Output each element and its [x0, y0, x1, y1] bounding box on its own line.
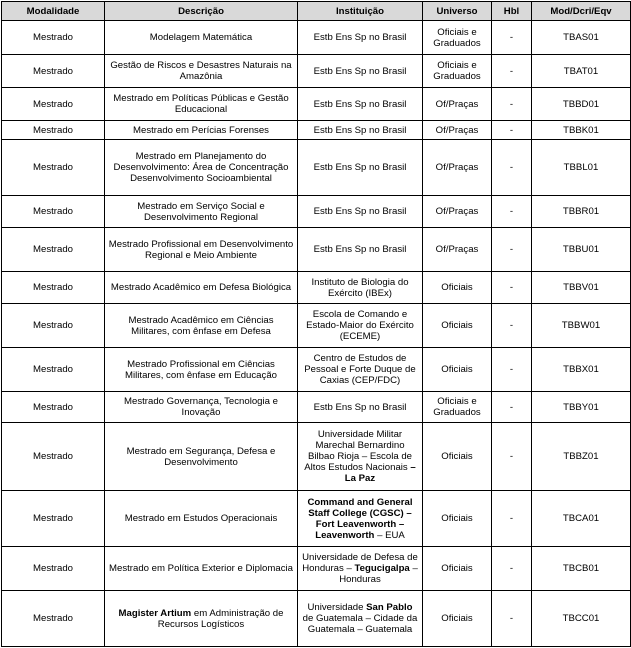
instituicao-text: Universidade de Defesa de Honduras – [302, 552, 418, 574]
table-row [2, 423, 631, 491]
cell-descricao: Mestrado Governança, Tecnologia e Inovação [105, 392, 298, 423]
cell-modalidade: Mestrado [2, 21, 105, 55]
cell-modalidade: Mestrado [2, 348, 105, 392]
cell-mod: TBBZ01 [532, 423, 631, 491]
cell-descricao: Mestrado em Políticas Públicas e Gestão Educacional [105, 88, 298, 121]
cell-descricao: Mestrado em Política Exterior e Diplomacia [105, 547, 298, 591]
cell-hbl: - [492, 21, 532, 55]
cell-universo: Oficiais [423, 591, 492, 647]
cell-descricao: Gestão de Riscos e Desastres Naturais na Amazônia [105, 55, 298, 88]
cell-instituicao [298, 491, 423, 547]
cell-mod: TBBX01 [532, 348, 631, 392]
table-row [2, 591, 631, 647]
table-row [2, 121, 631, 140]
cell-universo: Oficiais [423, 304, 492, 348]
cell-modalidade: Mestrado [2, 423, 105, 491]
cell-modalidade: Mestrado [2, 392, 105, 423]
cell-instituicao [298, 423, 423, 491]
descricao-text: em Administração de Recursos Logísticos [157, 607, 284, 630]
cell-universo: Oficiais [423, 547, 492, 591]
cell-mod: TBBR01 [532, 196, 631, 228]
instituicao-tail: de Guatemala – Cidade da Guatemala – Guatemala [302, 613, 418, 635]
header-mod: Mod/Dcri/Eqv [532, 2, 631, 21]
cell-mod: TBBK01 [532, 121, 631, 140]
cell-hbl: - [492, 196, 532, 228]
header-modalidade: Modalidade [2, 2, 105, 21]
cell-modalidade: Mestrado [2, 547, 105, 591]
cell-modalidade: Mestrado [2, 55, 105, 88]
cell-descricao: Mestrado Acadêmico em Defesa Biológica [105, 272, 298, 304]
table-row [2, 491, 631, 547]
cell-instituicao: Estb Ens Sp no Brasil [298, 21, 423, 55]
cell-descricao: Mestrado em Serviço Social e Desenvolvimento Regional [105, 196, 298, 228]
header-instituicao: Instituição [298, 2, 423, 21]
instituicao-bold: Command and General Staff College (CGSC) – Fort Leavenworth – Leavenworth [307, 496, 413, 541]
cell-instituicao [298, 591, 423, 647]
cell-instituicao: Estb Ens Sp no Brasil [298, 392, 423, 423]
cell-modalidade: Mestrado [2, 272, 105, 304]
cell-instituicao: Estb Ens Sp no Brasil [298, 140, 423, 196]
cell-descricao: Modelagem Matemática [105, 21, 298, 55]
cell-descricao: Mestrado Acadêmico em Ciências Militares, com ênfase em Defesa [105, 304, 298, 348]
instituicao-bold: San Pablo [366, 602, 413, 613]
header-universo: Universo [423, 2, 492, 21]
cell-hbl: - [492, 140, 532, 196]
cell-modalidade: Mestrado [2, 591, 105, 647]
cell-universo: Oficiais [423, 348, 492, 392]
instituicao-bold: – La Paz [344, 462, 416, 484]
cell-mod: TBBL01 [532, 140, 631, 196]
table-row [2, 55, 631, 88]
cell-instituicao: Estb Ens Sp no Brasil [298, 228, 423, 272]
cell-descricao: Mestrado em Estudos Operacionais [105, 491, 298, 547]
header-hbl: Hbl [492, 2, 532, 21]
cell-mod: TBBV01 [532, 272, 631, 304]
table-row [2, 140, 631, 196]
cell-hbl: - [492, 392, 532, 423]
cell-modalidade: Mestrado [2, 196, 105, 228]
cell-instituicao: Estb Ens Sp no Brasil [298, 121, 423, 140]
cell-hbl: - [492, 272, 532, 304]
cell-modalidade: Mestrado [2, 121, 105, 140]
instituicao-text: Universidade Militar Marechal Bernardino Bilbao Rioja – Escola de Altos Estudos Nacionais [304, 429, 412, 473]
cell-mod: TBAS01 [532, 21, 631, 55]
cell-universo: Oficiais [423, 272, 492, 304]
cell-universo: Of/Praças [423, 196, 492, 228]
cell-hbl: - [492, 304, 532, 348]
cell-universo: Oficiais [423, 423, 492, 491]
instituicao-bold: Tegucigalpa [354, 563, 410, 574]
cell-mod: TBBD01 [532, 88, 631, 121]
instituicao-tail: – Honduras [339, 563, 418, 585]
cell-modalidade: Mestrado [2, 491, 105, 547]
cell-instituicao: Centro de Estudos de Pessoal e Forte Duque de Caxias (CEP/FDC) [298, 348, 423, 392]
table-row [2, 304, 631, 348]
cell-hbl: - [492, 121, 532, 140]
cell-hbl: - [492, 55, 532, 88]
cell-instituicao: Escola de Comando e Estado-Maior do Exército (ECEME) [298, 304, 423, 348]
cell-universo: Of/Praças [423, 121, 492, 140]
cell-universo: Oficiais e Graduados [423, 55, 492, 88]
cell-descricao: Mestrado Profissional em Ciências Militares, com ênfase em Educação [105, 348, 298, 392]
cell-hbl: - [492, 423, 532, 491]
cell-hbl: - [492, 491, 532, 547]
cell-modalidade: Mestrado [2, 88, 105, 121]
cell-universo: Oficiais [423, 491, 492, 547]
cell-modalidade: Mestrado [2, 140, 105, 196]
table-row [2, 348, 631, 392]
instituicao-tail: – EUA [377, 529, 405, 541]
cell-mod: TBBU01 [532, 228, 631, 272]
descricao-bold: Magister Artium [118, 607, 192, 619]
cell-hbl: - [492, 591, 532, 647]
cell-mod: TBCA01 [532, 491, 631, 547]
cell-descricao: Mestrado em Segurança, Defesa e Desenvolvimento [105, 423, 298, 491]
cell-instituicao: Estb Ens Sp no Brasil [298, 55, 423, 88]
table-row [2, 228, 631, 272]
cell-universo: Of/Praças [423, 228, 492, 272]
header-descricao: Descrição [105, 2, 298, 21]
cell-hbl: - [492, 228, 532, 272]
cell-instituicao: Estb Ens Sp no Brasil [298, 88, 423, 121]
cell-instituicao: Instituto de Biologia do Exército (IBEx) [298, 272, 423, 304]
cell-descricao [105, 591, 298, 647]
cell-mod: TBBY01 [532, 392, 631, 423]
table-row [2, 392, 631, 423]
cell-hbl: - [492, 88, 532, 121]
cell-universo: Of/Praças [423, 140, 492, 196]
cell-universo: Oficiais e Graduados [423, 392, 492, 423]
table-row [2, 196, 631, 228]
table-row [2, 272, 631, 304]
table-row [2, 547, 631, 591]
cell-descricao: Mestrado Profissional em Desenvolvimento Regional e Meio Ambiente [105, 228, 298, 272]
cell-mod: TBCC01 [532, 591, 631, 647]
header-row [2, 2, 631, 21]
courses-table [1, 1, 631, 647]
cell-universo: Oficiais e Graduados [423, 21, 492, 55]
cell-universo: Of/Praças [423, 88, 492, 121]
cell-modalidade: Mestrado [2, 304, 105, 348]
cell-mod: TBAT01 [532, 55, 631, 88]
cell-mod: TBCB01 [532, 547, 631, 591]
cell-descricao: Mestrado em Planejamento do Desenvolvimento: Área de Concentração Desenvolvimento Socioambiental [105, 140, 298, 196]
cell-instituicao [298, 547, 423, 591]
table-row [2, 88, 631, 121]
table-row [2, 21, 631, 55]
cell-hbl: - [492, 547, 532, 591]
cell-modalidade: Mestrado [2, 228, 105, 272]
cell-instituicao: Estb Ens Sp no Brasil [298, 196, 423, 228]
instituicao-text: Universidade [307, 602, 364, 613]
cell-hbl: - [492, 348, 532, 392]
cell-mod: TBBW01 [532, 304, 631, 348]
cell-descricao: Mestrado em Perícias Forenses [105, 121, 298, 140]
